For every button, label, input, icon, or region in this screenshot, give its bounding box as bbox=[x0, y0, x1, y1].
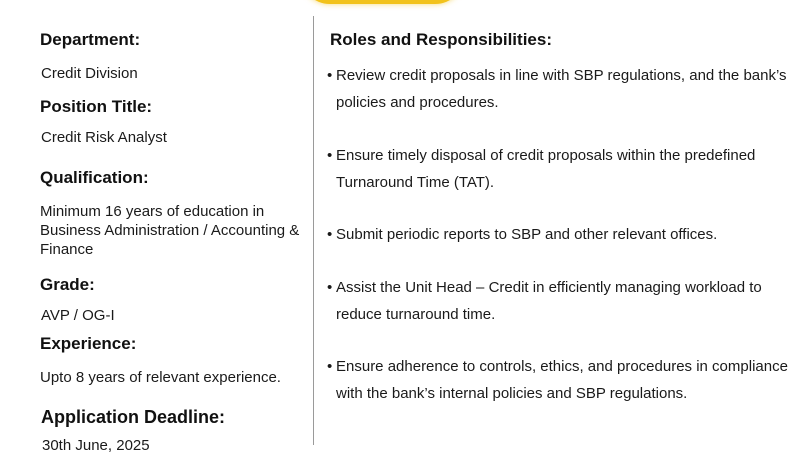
bullet-icon: • bbox=[327, 226, 333, 243]
position-title-value: Credit Risk Analyst bbox=[41, 129, 167, 146]
bullet-icon: • bbox=[327, 147, 333, 164]
application-deadline-heading: Application Deadline: bbox=[41, 407, 226, 427]
bullet-icon: • bbox=[327, 358, 333, 375]
grade-heading: Grade: bbox=[40, 275, 95, 294]
position-title-heading: Position Title: bbox=[40, 97, 153, 116]
column-divider bbox=[313, 16, 314, 445]
qualification-value: Minimum 16 years of education in Business Administration / Accounting & Finance bbox=[40, 203, 300, 258]
job-details-column bbox=[0, 0, 312, 454]
responsibility-item bbox=[327, 62, 797, 116]
bullet-icon: • bbox=[327, 279, 333, 296]
department-heading: Department: bbox=[40, 30, 141, 49]
responsibility-text: Ensure adherence to controls, ethics, and procedures in compliance with the bank’s internal policies and SBP regulations. bbox=[336, 358, 788, 402]
department-value: Credit Division bbox=[41, 65, 138, 82]
responsibility-item bbox=[327, 353, 797, 407]
qualification-heading: Qualification: bbox=[40, 168, 149, 187]
roles-heading: Roles and Responsibilities: bbox=[330, 30, 552, 49]
logo-arc-decoration bbox=[300, 0, 465, 4]
responsibility-text: Submit periodic reports to SBP and other relevant offices. bbox=[336, 226, 718, 243]
application-deadline-value: 30th June, 2025 bbox=[42, 437, 150, 454]
bullet-icon: • bbox=[327, 67, 333, 84]
responsibility-item bbox=[327, 221, 797, 248]
experience-value: Upto 8 years of relevant experience. bbox=[40, 369, 281, 386]
grade-value: AVP / OG-I bbox=[41, 307, 115, 324]
responsibility-item bbox=[327, 274, 797, 328]
responsibility-text: Assist the Unit Head – Credit in efficiently managing workload to reduce turnaround time. bbox=[336, 279, 762, 323]
responsibility-item bbox=[327, 142, 797, 196]
experience-heading: Experience: bbox=[40, 334, 137, 353]
responsibility-text: Ensure timely disposal of credit proposals within the predefined Turnaround Time (TAT). bbox=[336, 147, 756, 191]
responsibility-text: Review credit proposals in line with SBP regulations, and the bank’s policies and procedures. bbox=[336, 67, 787, 111]
